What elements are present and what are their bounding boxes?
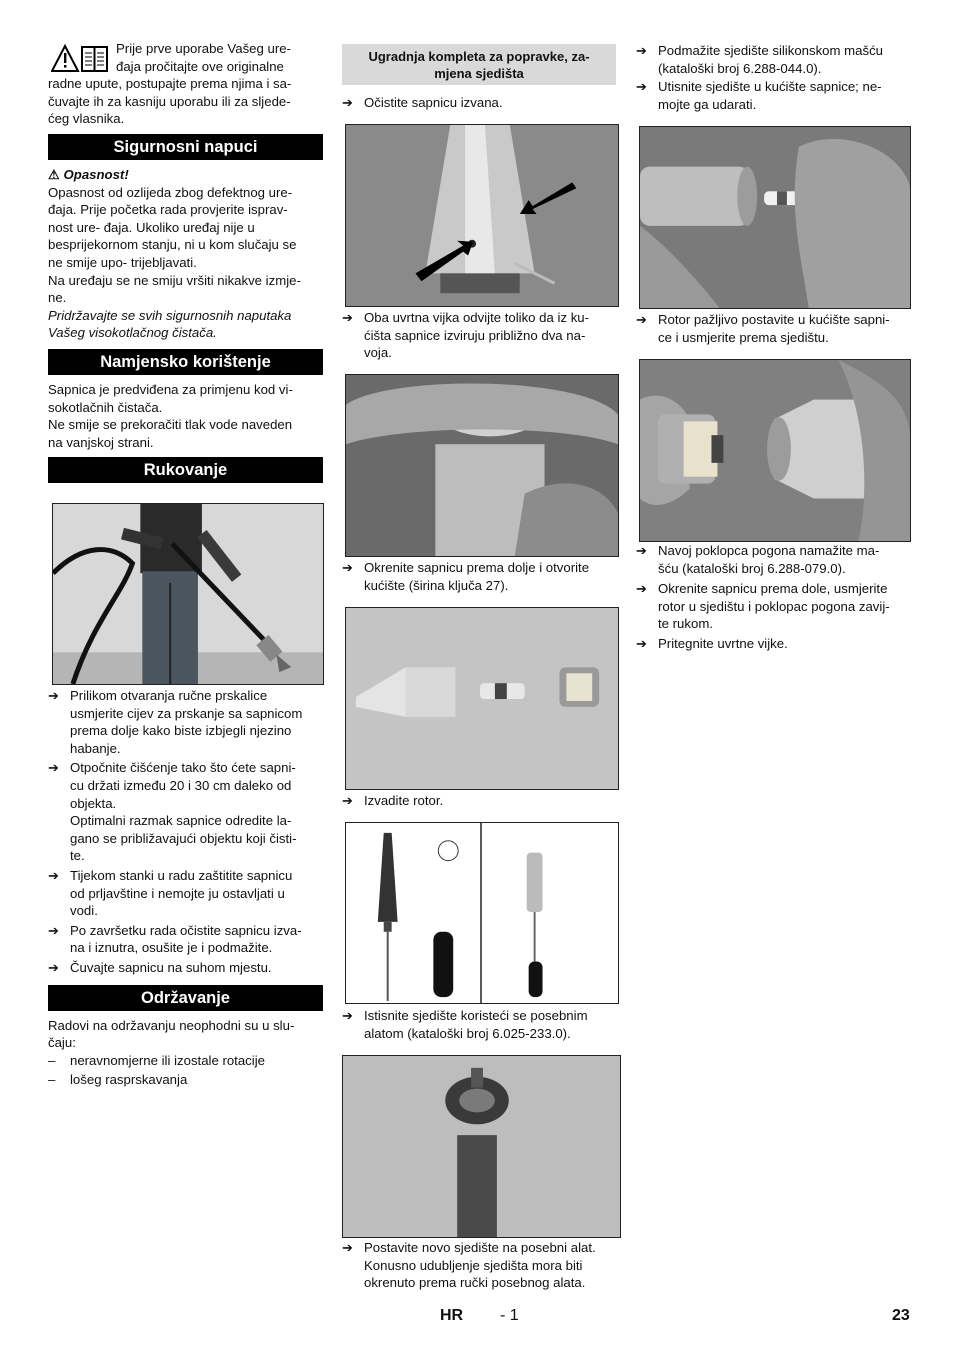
safety-line: nost ure- đaja. Ukoliko uređaj nije u xyxy=(48,219,255,235)
step-line: gano se približavajući objektu koji čisti- xyxy=(70,830,297,846)
safety-line: ne smije upo- trijebljavati. xyxy=(48,254,197,270)
heading-safety: Sigurnosni napuci xyxy=(48,134,323,160)
dash-icon: – xyxy=(48,1052,56,1068)
step-line: Izvadite rotor. xyxy=(364,793,444,808)
use-line: Ne smije se prekoračiti tlak vode naveden xyxy=(48,417,293,433)
repair-step xyxy=(636,78,912,113)
step-line: Po završetku rada očistite sapnicu izva- xyxy=(70,922,302,938)
repair-step xyxy=(342,94,622,112)
arrow-icon: ➔ xyxy=(48,922,59,938)
step-line: Podmažite sjedište silikonskom mašću xyxy=(658,43,884,58)
step-line: prema dolje kako biste izbjegli njezino xyxy=(70,723,292,739)
step-line: Postavite novo sjedište na posebni alat. xyxy=(364,1240,596,1255)
maint-list-item xyxy=(48,1071,323,1089)
step-line: na i iznutra, osušite je i podmažite. xyxy=(70,940,273,956)
maint-line: čaju: xyxy=(48,1035,76,1051)
repair-step xyxy=(636,42,912,77)
repair-step xyxy=(342,792,622,810)
footer-language: HR xyxy=(440,1307,464,1324)
step-line: kućište (širina ključa 27). xyxy=(364,577,509,593)
handling-step xyxy=(48,687,323,757)
footer-subpage: - 1 xyxy=(500,1307,519,1324)
step-line: Okrenite sapnicu prema dolje i otvorite xyxy=(364,560,590,575)
repair-step xyxy=(636,580,912,633)
use-line: Sapnica je predviđena za primjenu kod vi- xyxy=(48,381,293,397)
arrow-icon: ➔ xyxy=(48,760,59,776)
photo-nozzle-screws xyxy=(345,124,619,307)
step-line: Očistite sapnicu izvana. xyxy=(364,95,503,110)
photo-insert-seat xyxy=(639,126,911,309)
photo-disassembled-nozzle xyxy=(345,607,619,790)
photo-new-seat-on-tool xyxy=(342,1055,621,1238)
step-line: šću (kataloški broj 6.288-079.0). xyxy=(658,560,846,576)
subheading-line: Ugradnja kompleta za popravke, za- xyxy=(368,49,590,64)
repair-step xyxy=(342,309,622,362)
step-line: Utisnite sjedište u kućište sapnice; ne- xyxy=(658,79,882,94)
repair-step xyxy=(342,1007,622,1042)
arrow-icon: ➔ xyxy=(342,1008,353,1023)
intro-line: radne upute, postupajte prema njima i sa- xyxy=(48,76,292,92)
step-line: te. xyxy=(70,848,85,864)
step-line: mojte ga udarati. xyxy=(658,96,757,112)
step-line: cu držati između 20 i 30 cm daleko od xyxy=(70,777,292,793)
safety-line: Opasnost od ozlijeda zbog defektnog ure- xyxy=(48,184,293,200)
step-line: Oba uvrtna vijka odvijte toliko da iz ku- xyxy=(364,310,590,325)
arrow-icon: ➔ xyxy=(342,310,353,325)
arrow-icon: ➔ xyxy=(342,793,353,808)
step-line: okrenuto prema ručki posebnog alata. xyxy=(364,1275,586,1291)
handling-step xyxy=(48,867,323,920)
step-line: ce i usmjerite prema sjedištu. xyxy=(658,329,829,345)
dash-icon: – xyxy=(48,1072,56,1088)
intro-line: čuvajte ih za kasniju uporabu ili za sljede- xyxy=(48,93,291,109)
arrow-icon: ➔ xyxy=(636,312,647,327)
step-line: Istisnite sjedište koristeći se posebnim xyxy=(364,1008,588,1023)
step-line: Rotor pažljivo postavite u kućište sapni- xyxy=(658,312,890,327)
arrow-icon: ➔ xyxy=(48,688,59,703)
photo-wrench-housing xyxy=(345,374,619,557)
safety-italic-line: Pridržavajte se svih sigurnosnih naputaka xyxy=(48,307,292,323)
step-line: objekta. xyxy=(70,795,117,811)
danger-line xyxy=(48,166,323,184)
repair-step xyxy=(342,1239,622,1292)
repair-step xyxy=(636,542,912,577)
arrow-icon: ➔ xyxy=(636,79,647,94)
step-line: habanje. xyxy=(70,740,121,756)
handling-step xyxy=(48,759,323,865)
maint-line: Radovi na održavanju neophodni su u slu- xyxy=(48,1017,295,1033)
intro-block xyxy=(48,40,323,128)
step-line: vodi. xyxy=(70,903,98,919)
arrow-icon: ➔ xyxy=(48,959,59,975)
repair-step xyxy=(342,559,622,594)
handling-step xyxy=(48,959,323,977)
column-left xyxy=(48,40,323,483)
photo-special-tool xyxy=(345,822,619,1004)
step-line: Optimalni razmak sapnice odredite la- xyxy=(70,813,292,829)
maint-list-item xyxy=(48,1052,323,1070)
warning-icon: ⚠ xyxy=(48,166,60,182)
step-line: Tijekom stanki u radu zaštitite sapnicu xyxy=(70,867,293,883)
subheading-line: mjena sjedišta xyxy=(434,66,524,81)
photo-drive-cover-thread xyxy=(639,359,911,542)
step-line: (kataloški broj 6.288-044.0). xyxy=(658,60,822,76)
heading-intended-use: Namjensko korištenje xyxy=(48,349,323,375)
safety-line: Na uređaju se ne smiju vršiti nikakve izmje- xyxy=(48,272,301,288)
step-line: te rukom. xyxy=(658,616,713,632)
repair-step xyxy=(636,635,912,653)
page-number: 23 xyxy=(892,1307,910,1324)
danger-label: Opasnost! xyxy=(63,166,129,182)
safety-line: đaja. Prije početka rada provjerite isprav- xyxy=(48,202,288,218)
safety-italic-line: Vašeg visokotlačnog čistača. xyxy=(48,325,217,341)
step-line: rotor u sjedištu i poklopac pogona zavij- xyxy=(658,598,890,614)
arrow-icon: ➔ xyxy=(636,581,647,596)
use-line: sokotlačnih čistača. xyxy=(48,399,163,415)
arrow-icon: ➔ xyxy=(636,636,647,651)
arrow-icon: ➔ xyxy=(636,43,647,58)
arrow-icon: ➔ xyxy=(48,867,59,883)
intro-line: ćeg vlasnika. xyxy=(48,111,125,127)
step-line: od prljavštine i nemojte ju ostavljati u xyxy=(70,885,285,901)
handling-steps xyxy=(48,687,323,1089)
heading-maintenance: Održavanje xyxy=(48,985,323,1011)
arrow-icon: ➔ xyxy=(342,560,353,575)
safety-line: besprijekornom stanju, ni u kom slučaju se xyxy=(48,237,297,253)
use-line: na vanjskoj strani. xyxy=(48,434,154,450)
step-line: Čuvajte sapnicu na suhom mjestu. xyxy=(70,959,272,975)
step-line: Okrenite sapnicu prema dole, usmjerite xyxy=(658,581,888,596)
step-line: alatom (kataloški broj 6.025-233.0). xyxy=(364,1025,571,1041)
heading-handling: Rukovanje xyxy=(48,457,323,483)
step-line: usmjerite cijev za prskanje sa sapnicom xyxy=(70,705,303,721)
step-line: voja. xyxy=(364,345,392,361)
warning-manual-icon xyxy=(51,44,109,74)
step-line: ćišta sapnice izviruju približno dva na- xyxy=(364,327,586,343)
safety-line: ne. xyxy=(48,290,67,306)
step-line: Otpočnite čišćenje tako što ćete sapni- xyxy=(70,760,296,776)
list-item-text: lošeg rasprskavanja xyxy=(70,1072,188,1088)
arrow-icon: ➔ xyxy=(636,543,647,558)
step-line: Prilikom otvaranja ručne prskalice xyxy=(70,688,268,703)
arrow-icon: ➔ xyxy=(342,1240,353,1255)
step-line: Pritegnite uvrtne vijke. xyxy=(658,636,788,651)
subheading-repair-kit xyxy=(342,44,616,85)
intro-line: đaja pročitajte ove originalne xyxy=(116,58,284,74)
photo-operator-spray-gun xyxy=(52,503,324,685)
step-line: Konusno udubljenje sjedišta mora biti xyxy=(364,1257,583,1273)
repair-step xyxy=(636,311,912,346)
intro-line: Prije prve uporabe Vašeg ure- xyxy=(116,41,291,56)
handling-step xyxy=(48,922,323,957)
list-item-text: neravnomjerne ili izostale rotacije xyxy=(70,1052,265,1068)
step-line: Navoj poklopca pogona namažite ma- xyxy=(658,543,880,558)
arrow-icon: ➔ xyxy=(342,95,353,110)
